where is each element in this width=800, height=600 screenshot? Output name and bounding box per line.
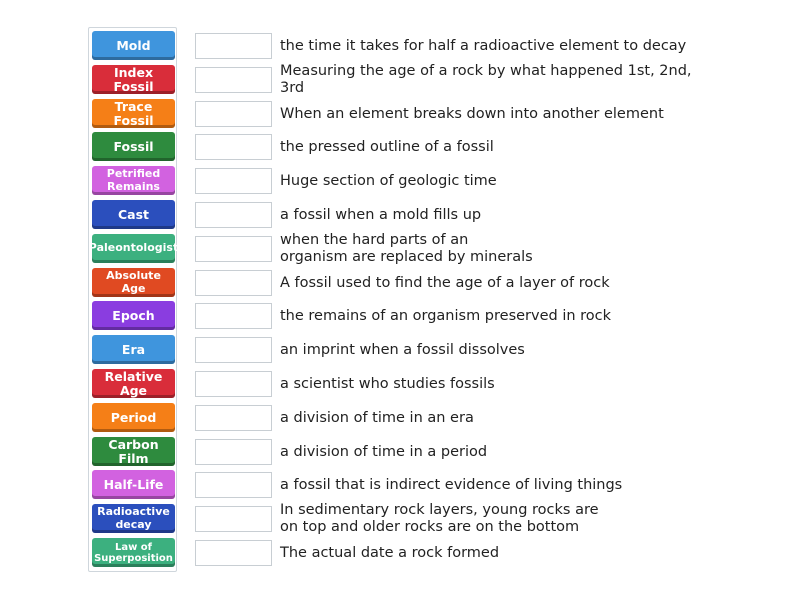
definition-text: the remains of an organism preserved in rock: [280, 307, 612, 324]
term-label: Half-Life: [103, 476, 164, 492]
definition-text: an imprint when a fossil dissolves: [280, 341, 525, 358]
answer-drop-slot[interactable]: [195, 101, 272, 127]
answer-drop-slot[interactable]: [195, 337, 272, 363]
term-tile[interactable]: [88, 234, 179, 263]
definition-text: the time it takes for half a radioactive element to decay: [280, 37, 687, 54]
answer-drop-slot[interactable]: [195, 303, 272, 329]
term-label: Paleontologist: [88, 241, 179, 255]
definition-text: Measuring the age of a rock by what happened 1st, 2nd, 3rd: [280, 63, 692, 96]
definition-text: when the hard parts of an organism are replaced by minerals: [280, 232, 533, 265]
term-label: Carbon Film: [108, 436, 159, 466]
term-label: Cast: [117, 206, 150, 222]
term-tile[interactable]: [92, 470, 175, 499]
term-label: Mold: [116, 37, 151, 53]
term-tile[interactable]: [92, 369, 175, 398]
term-label: Trace Fossil: [113, 98, 154, 128]
definition-text: a fossil that is indirect evidence of living things: [280, 476, 623, 493]
term-tile[interactable]: [92, 65, 175, 94]
answer-drop-slot[interactable]: [195, 371, 272, 397]
definition-text: A fossil used to find the age of a layer of rock: [280, 274, 610, 291]
term-label: Absolute Age: [106, 269, 161, 295]
term-tile[interactable]: [92, 268, 175, 297]
term-label: Law of Superposition: [94, 541, 173, 564]
definition-text: the pressed outline of a fossil: [280, 138, 494, 155]
answer-drop-slot[interactable]: [195, 472, 272, 498]
term-label: Radioactive decay: [97, 505, 170, 531]
term-tile[interactable]: [92, 538, 175, 567]
term-label: Relative Age: [104, 368, 163, 398]
term-tile[interactable]: [92, 403, 175, 432]
term-label: Fossil: [113, 138, 154, 154]
term-tile[interactable]: [92, 166, 175, 195]
definition-text: In sedimentary rock layers, young rocks are on top and older rocks are on the bottom: [280, 502, 599, 535]
term-tile[interactable]: [92, 301, 175, 330]
term-label: Epoch: [112, 307, 155, 323]
term-label: Period: [110, 409, 157, 425]
term-label: Index Fossil: [113, 64, 154, 94]
definition-text: a division of time in an era: [280, 409, 474, 426]
term-label: Petrified Remains: [106, 167, 161, 193]
term-label: Era: [121, 341, 146, 357]
definition-text: The actual date a rock formed: [280, 544, 500, 561]
answer-drop-slot[interactable]: [195, 168, 272, 194]
answer-drop-slot[interactable]: [195, 506, 272, 532]
term-tile[interactable]: [92, 437, 175, 466]
term-tile[interactable]: [92, 504, 175, 533]
term-tile[interactable]: [92, 335, 175, 364]
definition-text: a scientist who studies fossils: [280, 375, 495, 392]
answer-drop-slot[interactable]: [195, 67, 272, 93]
answer-drop-slot[interactable]: [195, 540, 272, 566]
answer-drop-slot[interactable]: [195, 236, 272, 262]
answer-drop-slot[interactable]: [195, 270, 272, 296]
answer-drop-slot[interactable]: [195, 202, 272, 228]
answer-drop-slot[interactable]: [195, 405, 272, 431]
answer-drop-slot[interactable]: [195, 134, 272, 160]
term-tile[interactable]: [92, 200, 175, 229]
definition-text: Huge section of geologic time: [280, 172, 497, 189]
definition-text: When an element breaks down into another element: [280, 105, 664, 122]
definition-text: a division of time in a period: [280, 443, 488, 460]
term-tile[interactable]: [92, 31, 175, 60]
answer-drop-slot[interactable]: [195, 439, 272, 465]
answer-drop-slot[interactable]: [195, 33, 272, 59]
term-tile[interactable]: [92, 99, 175, 128]
term-tile[interactable]: [92, 132, 175, 161]
definition-text: a fossil when a mold fills up: [280, 206, 482, 223]
